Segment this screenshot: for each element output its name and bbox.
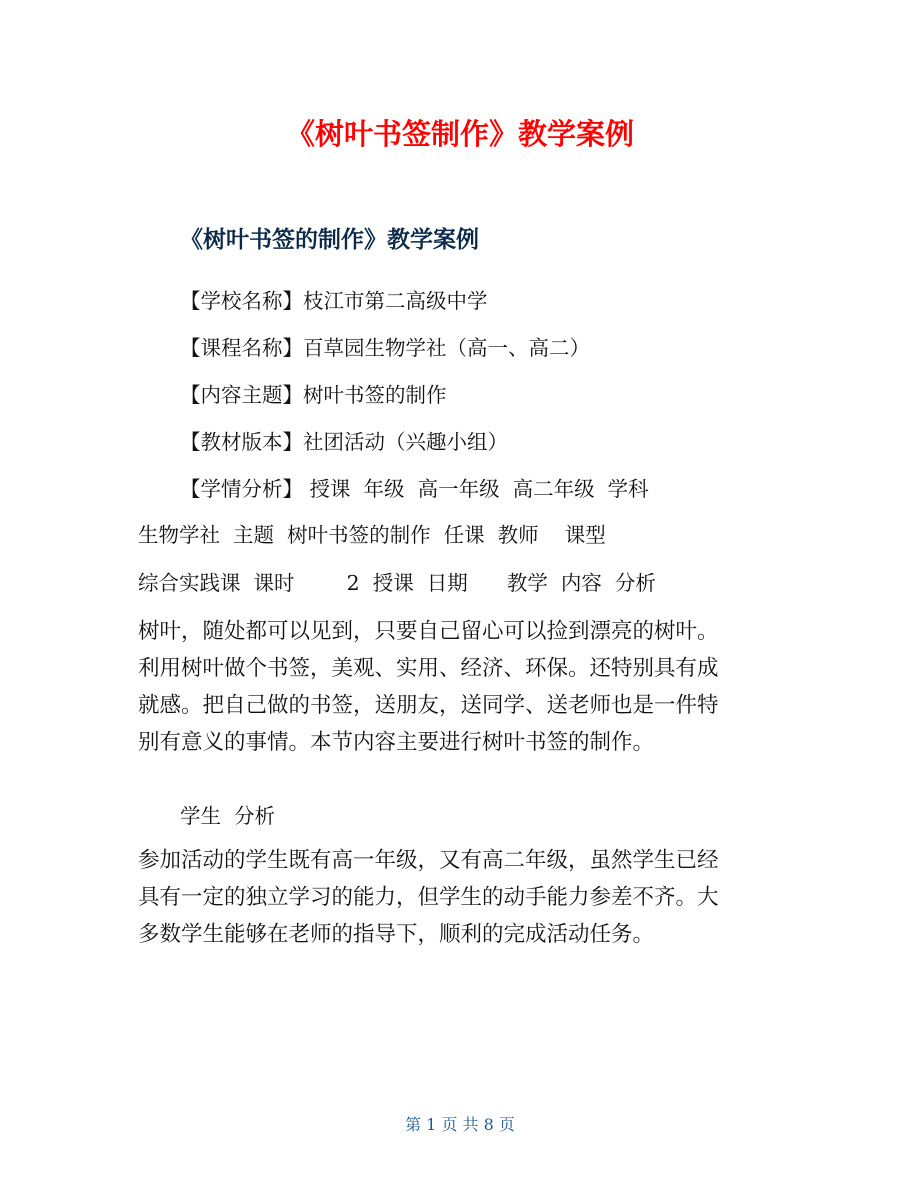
document-subtitle: 《树叶书签的制作》教学案例 (180, 227, 479, 253)
paragraph-line: 别有意义的事情。本节内容主要进行树叶书签的制作。 (138, 730, 655, 755)
paragraph-line: 利用树叶做个书签，美观、实用、经济、环保。还特别具有成 (138, 656, 719, 681)
paragraph-line: 具有一定的独立学习的能力，但学生的动手能力参差不齐。大 (138, 885, 719, 910)
paragraph-line: 多数学生能够在老师的指导下，顺利的完成活动任务。 (138, 922, 655, 947)
info-content-topic: 【内容主题】树叶书签的制作 (180, 383, 447, 407)
table-line-course-type: 综合实践课 课时 2 授课 日期 教学 内容 分析 (138, 571, 656, 595)
document-title: 《树叶书签制作》教学案例 (285, 117, 634, 151)
paragraph-line: 参加活动的学生既有高一年级，又有高二年级，虽然学生已经 (138, 848, 719, 873)
info-school-name: 【学校名称】枝江市第二高级中学 (180, 289, 488, 313)
table-line-subject: 生物学社 主题 树叶书签的制作 任课 教师 课型 (138, 523, 606, 547)
info-course-name: 【课程名称】百草园生物学社（高一、高二） (180, 336, 590, 360)
student-analysis-heading: 学生 分析 (180, 804, 276, 828)
student-analysis-paragraph (138, 842, 798, 953)
content-analysis-paragraph (138, 613, 798, 761)
info-learning-analysis: 【学情分析】 授课 年级 高一年级 高二年级 学科 (180, 477, 649, 501)
paragraph-line: 就感。把自己做的书签，送朋友，送同学、送老师也是一件特 (138, 693, 719, 718)
paragraph-line: 树叶，随处都可以见到，只要自己留心可以捡到漂亮的树叶。 (138, 619, 719, 644)
page-number-footer: 第 1 页 共 8 页 (405, 1115, 515, 1134)
info-textbook-version: 【教材版本】社团活动（兴趣小组） (180, 430, 508, 454)
